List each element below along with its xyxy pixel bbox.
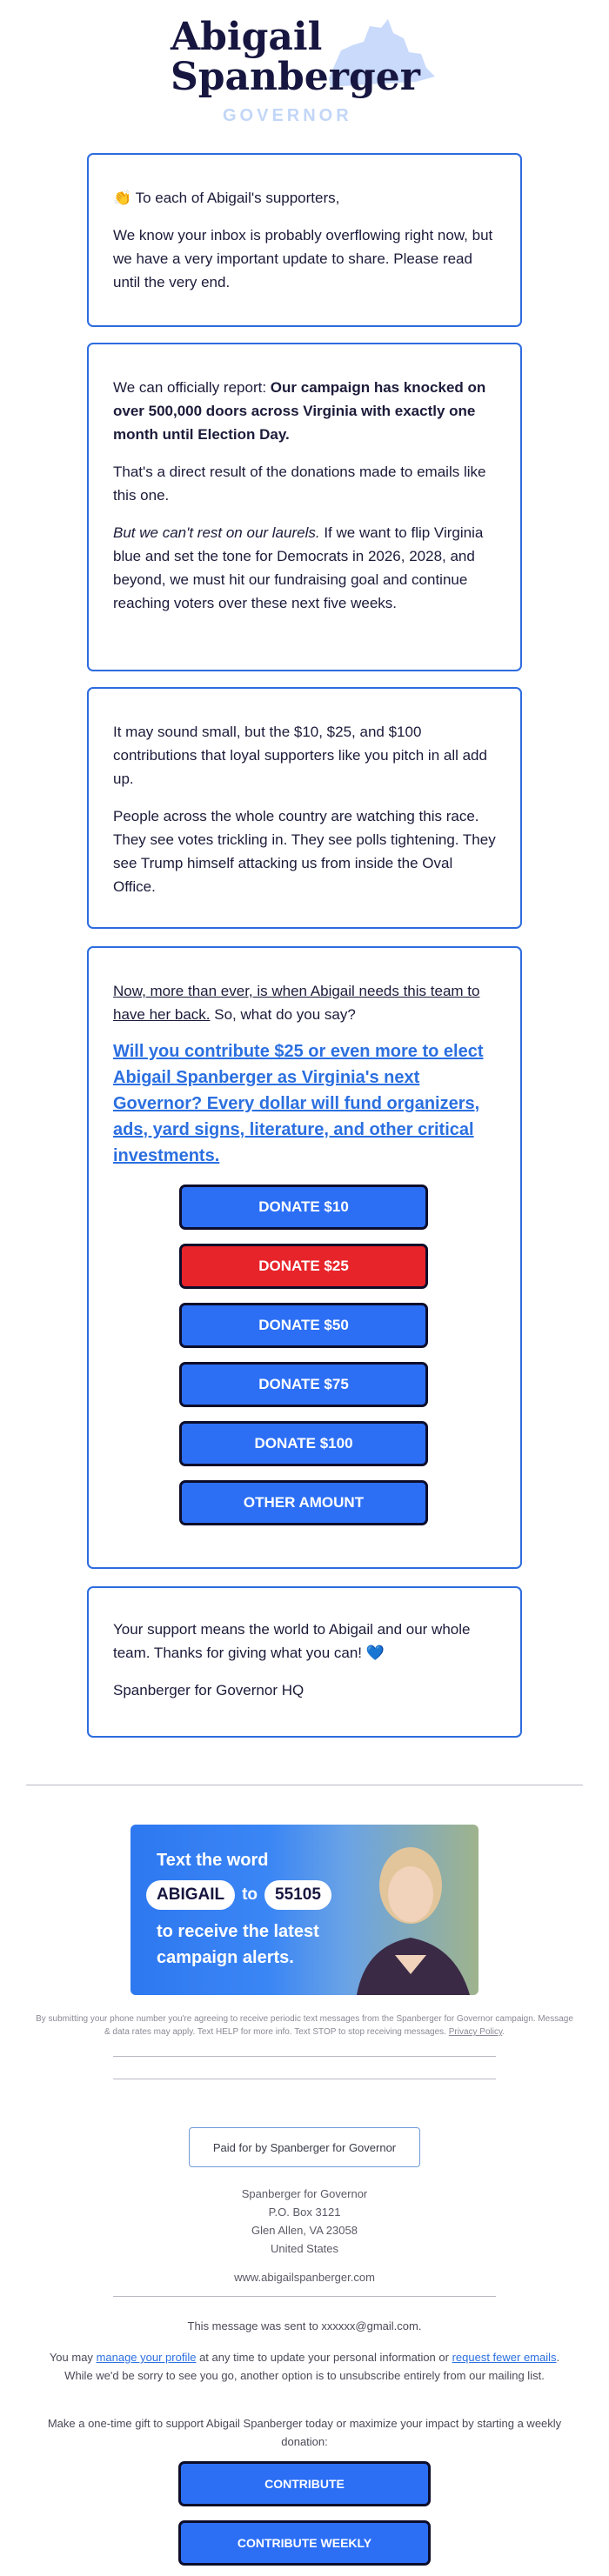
donations-paragraph: That's a direct result of the donations made to emails like this one. bbox=[113, 464, 486, 504]
intro-card bbox=[87, 153, 522, 327]
thanks-card bbox=[87, 1586, 522, 1738]
contributions-paragraph: It may sound small, but the $10, $25, and $100 contributions that loyal supporters like you pitch in all add up. bbox=[113, 724, 487, 787]
privacy-policy-link[interactable]: Privacy Policy bbox=[448, 2027, 503, 2037]
greeting: 👏 To each of Abigail's supporters, bbox=[113, 190, 340, 206]
other-amount-button[interactable]: OTHER AMOUNT bbox=[179, 1480, 428, 1525]
donate-75-button[interactable]: DONATE $75 bbox=[179, 1362, 428, 1407]
website-link[interactable]: www.abigailspanberger.com bbox=[234, 2271, 375, 2284]
candidate-portrait bbox=[331, 1825, 478, 1995]
sms-alert-banner[interactable] bbox=[130, 1825, 478, 1995]
ask-paragraph: Now, more than ever, is when Abigail needs this team to have her back. So, what do you say? bbox=[113, 983, 480, 1023]
laurels-paragraph: But we can't rest on our laurels. If we want to flip Virginia blue and set the tone for Democrats in 2026, 2028, and beyond, we must hit our fundraising goal and continue reaching voters over these next five weeks. bbox=[113, 524, 484, 611]
request-fewer-emails-link[interactable]: request fewer emails bbox=[452, 2351, 557, 2364]
blue-heart-icon: 💙 bbox=[365, 1645, 385, 1661]
logo-name-line1: Abigail bbox=[171, 15, 323, 59]
report-paragraph: We can officially report: Our campaign has knocked on over 500,000 doors across Virginia with exactly one month until Election Day. bbox=[113, 379, 486, 443]
campaign-logo bbox=[0, 16, 609, 137]
donate-100-button[interactable]: DONATE $100 bbox=[179, 1421, 428, 1466]
manage-profile-link[interactable]: manage your profile bbox=[96, 2351, 197, 2364]
donate-25-button[interactable]: DONATE $25 bbox=[179, 1244, 428, 1289]
divider bbox=[113, 2296, 496, 2297]
watching-paragraph: People across the whole country are watching this race. They see votes trickling in. They see polls tightening. They see Trump himself attacking us from inside the Oval Office. bbox=[113, 808, 496, 895]
intro-paragraph: We know your inbox is probably overflowing right now, but we have a very important update to share. Please read until the very end. bbox=[113, 227, 493, 290]
donate-10-button[interactable]: DONATE $10 bbox=[179, 1185, 428, 1230]
logo-name-line2: Spanberger bbox=[171, 55, 420, 99]
divider bbox=[113, 2056, 496, 2057]
mailing-address: Spanberger for Governor P.O. Box 3121 Glen Allen, VA 23058 United States bbox=[241, 2187, 368, 2255]
banner-to: to bbox=[242, 1885, 258, 1904]
contributions-card bbox=[87, 687, 522, 929]
banner-line4: campaign alerts. bbox=[157, 1948, 294, 1967]
thanks-paragraph: Your support means the world to Abigail and our whole team. Thanks for giving what you can! 💙 bbox=[113, 1621, 471, 1661]
clap-icon: 👏 bbox=[113, 190, 132, 206]
gift-notice: Make a one-time gift to support Abigail Spanberger today or maximize your impact by starting a weekly donation: bbox=[47, 2417, 562, 2448]
contribute-link[interactable]: Will you contribute $25 or even more to elect Abigail Spanberger as Virginia's next Governor? Every dollar will fund organizers, ads, yard signs, literature, and other critical investments. bbox=[113, 1042, 484, 1165]
donate-card bbox=[87, 946, 522, 1569]
donate-50-button[interactable]: DONATE $50 bbox=[179, 1303, 428, 1348]
shortcode-pill: 55105 bbox=[264, 1880, 331, 1910]
logo-subtitle: GOVERNOR bbox=[223, 106, 352, 125]
contribute-weekly-button[interactable]: CONTRIBUTE WEEKLY bbox=[178, 2520, 431, 2566]
signoff: Spanberger for Governor HQ bbox=[113, 1682, 304, 1698]
sent-to-notice: This message was sent to xxxxxx@gmail.com. bbox=[187, 2319, 422, 2332]
sms-disclaimer: By submitting your phone number you're agreeing to receive periodic text messages from the Spanberger for Governor campaign. Message & data rates may apply. Text HELP for more info. Text STOP to stop receiving messages. Privacy Policy. bbox=[36, 2014, 573, 2037]
banner-line3: to receive the latest bbox=[157, 1922, 319, 1941]
banner-keyword-row bbox=[146, 1880, 331, 1910]
preferences-notice: You may manage your profile at any time to update your personal information or request fewer emails. While we'd be sorry to see you go, another option is to unsubscribe entirely from our mailing list. bbox=[49, 2351, 560, 2382]
update-card bbox=[87, 343, 522, 671]
keyword-pill: ABIGAIL bbox=[146, 1880, 235, 1910]
paid-for-box: Paid for by Spanberger for Governor bbox=[189, 2127, 420, 2167]
banner-line1: Text the word bbox=[157, 1851, 269, 1870]
contribute-button[interactable]: CONTRIBUTE bbox=[178, 2461, 431, 2506]
